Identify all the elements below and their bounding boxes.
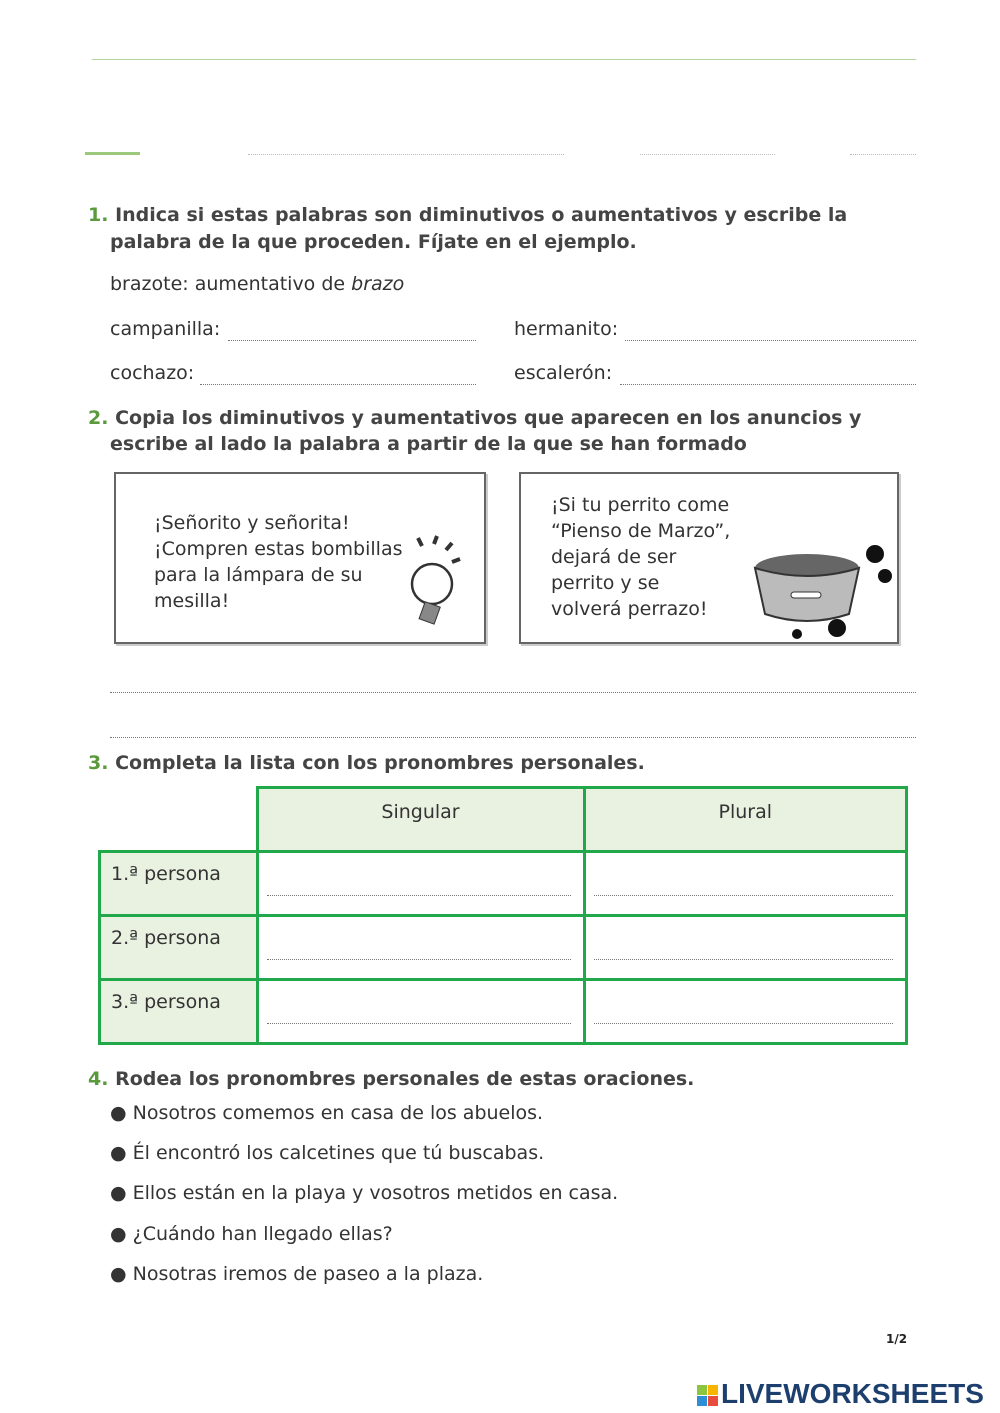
- top-divider: [92, 59, 916, 60]
- header-plural: Plural: [584, 788, 907, 852]
- sentence[interactable]: ● ¿Cuándo han llegado ellas?: [110, 1223, 393, 1245]
- answer-line-1[interactable]: [110, 692, 916, 693]
- pronoun-table: [98, 786, 908, 1045]
- item-label: hermanito:: [514, 318, 619, 340]
- course-field: [850, 153, 916, 155]
- name-field: [248, 153, 564, 155]
- row-label: 1.ª persona: [100, 852, 258, 916]
- cell-input[interactable]: [584, 852, 907, 916]
- item-label: escalerón:: [514, 362, 613, 384]
- q2-heading: 2. Copia los diminutivos y aumentativos que aparecen en los anuncios y: [88, 407, 862, 429]
- lightbulb-icon: [404, 534, 464, 634]
- dog-bowl-icon: [747, 524, 897, 640]
- answer-cochazo[interactable]: [200, 384, 476, 385]
- sentence[interactable]: ● Nosotros comemos en casa de los abuelos.: [110, 1102, 544, 1124]
- ad-bombillas: ¡Señorito y señorita! ¡Compren estas bombillas para la lámpara de su mesilla!: [114, 472, 486, 644]
- item-label: campanilla:: [110, 318, 221, 340]
- q1-example: brazote: aumentativo de brazo: [110, 273, 405, 295]
- liveworksheets-logo: LIVEWORKSHEETS: [697, 1378, 984, 1410]
- header-accent: [85, 152, 140, 155]
- cell-input[interactable]: [584, 980, 907, 1044]
- q1-heading-2: palabra de la que proceden. Fíjate en el ejemplo.: [110, 231, 637, 253]
- q3-heading: 3. Completa la lista con los pronombres personales.: [88, 752, 645, 774]
- item-label: cochazo:: [110, 362, 195, 384]
- ad-perrito: ¡Si tu perrito come “Pienso de Marzo”, dejará de ser perrito y se volverá perrazo!: [519, 472, 899, 644]
- live-logo-icon: [697, 1385, 718, 1406]
- row-label: 2.ª persona: [100, 916, 258, 980]
- cell-input[interactable]: [257, 916, 584, 980]
- cell-input[interactable]: [257, 852, 584, 916]
- cell-input[interactable]: [584, 916, 907, 980]
- answer-hermanito[interactable]: [625, 340, 916, 341]
- q1-heading: 1. Indica si estas palabras son diminutivos o aumentativos y escribe la: [88, 204, 848, 226]
- answer-escaleron[interactable]: [620, 384, 916, 385]
- sentence[interactable]: ● Nosotras iremos de paseo a la plaza.: [110, 1263, 484, 1285]
- q2-heading-2: escribe al lado la palabra a partir de la que se han formado: [110, 433, 747, 455]
- q4-heading: 4. Rodea los pronombres personales de estas oraciones.: [88, 1068, 695, 1090]
- page-number: 1/2: [886, 1332, 908, 1346]
- answer-line-2[interactable]: [110, 737, 916, 738]
- sentence[interactable]: ● Él encontró los calcetines que tú buscabas.: [110, 1142, 545, 1164]
- row-label: 3.ª persona: [100, 980, 258, 1044]
- date-field: [640, 153, 775, 155]
- cell-input[interactable]: [257, 980, 584, 1044]
- header-singular: Singular: [257, 788, 584, 852]
- answer-campanilla[interactable]: [228, 340, 476, 341]
- sentence[interactable]: ● Ellos están en la playa y vosotros metidos en casa.: [110, 1182, 619, 1204]
